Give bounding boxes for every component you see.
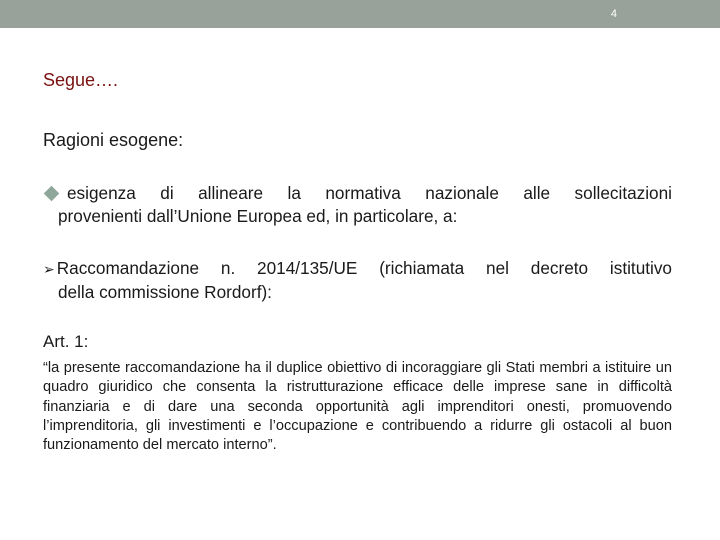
page-number: 4: [610, 8, 617, 20]
slide-subtitle: Segue….: [43, 70, 119, 90]
slide-header-bar: [0, 0, 720, 28]
bullet-item-esigenza: [43, 182, 672, 228]
bullet-text-line1: Raccomandazione n. 2014/135/UE (richiamata nel decreto istitutivo: [56, 258, 672, 278]
arrow-bullet-icon: ➢: [43, 261, 55, 277]
section-heading: Ragioni esogene:: [43, 130, 184, 150]
bullet-item-raccomandazione: [43, 257, 672, 304]
bullet-text-line2: della commissione Rordorf):: [58, 282, 272, 302]
bullet-text-line2: provenienti dall’Unione Europea ed, in particolare, a:: [58, 206, 458, 226]
bullet-text-line1: esigenza di allineare la normativa nazionale alle sollecitazioni: [67, 183, 672, 203]
article-label: Art. 1:: [43, 332, 89, 351]
article-quote: “la presente raccomandazione ha il duplice obiettivo di incoraggiare gli Stati membri a istituire un quadro giuridico che consenta la ristrutturazione efficace delle imprese sane in difficoltà finanziaria e di dare una seconda opportunità agli imprenditori onesti, promuovendo l’imprenditoria, gli investimenti e l’occupazione e contribuendo a ridurre gli ostacoli al buon funzionamento del mercato interno”.: [43, 360, 672, 454]
diamond-bullet-icon: [44, 186, 60, 202]
